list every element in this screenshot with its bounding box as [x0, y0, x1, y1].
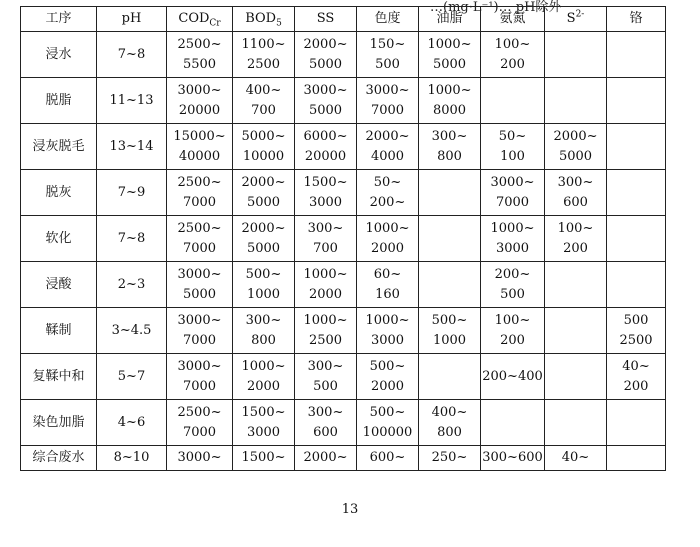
cell-line: 1500~ [241, 404, 286, 420]
cell-chromium [607, 262, 666, 308]
cell-oil [419, 216, 481, 262]
cell-line: 500~ [369, 404, 406, 420]
cell-sulfide [545, 308, 607, 354]
table-row [21, 216, 666, 262]
cell-line: 300~ [307, 358, 344, 374]
wastewater-table [20, 6, 666, 471]
cell-ammonia [481, 32, 545, 78]
table-row [21, 400, 666, 446]
cell-line: 300~ [245, 312, 282, 328]
cell-line: 700 [313, 240, 338, 256]
cell-line: 700 [251, 102, 276, 118]
cell-oil [419, 354, 481, 400]
cell-ph: 2~3 [97, 262, 167, 308]
cell-line: 7000 [182, 378, 217, 394]
cell-color [357, 32, 419, 78]
table-row [21, 124, 666, 170]
cell-ammonia [481, 170, 545, 216]
cell-ss [295, 32, 357, 78]
cell-sulfide [545, 170, 607, 216]
cell-line: 2000 [370, 240, 405, 256]
cell-line: 100~ [494, 312, 531, 328]
cell-ph: 11~13 [97, 78, 167, 124]
cell-line: 100 [500, 148, 525, 164]
cell-line: 50~ [498, 128, 527, 144]
cell-line: 4000 [370, 148, 405, 164]
cell-line: 2000~ [553, 128, 598, 144]
cell-bod [233, 308, 295, 354]
cell-bod [233, 78, 295, 124]
table-row [21, 354, 666, 400]
cell-color [357, 216, 419, 262]
cell-line: 8000 [432, 102, 467, 118]
cell-cod: 3000~ [167, 446, 233, 471]
cell-sulfide [545, 32, 607, 78]
cell-ammonia [481, 262, 545, 308]
cell-line: 100~ [557, 220, 594, 236]
cell-ph: 7~8 [97, 216, 167, 262]
cell-line: 400~ [431, 404, 468, 420]
cell-line: 600 [563, 194, 588, 210]
cell-line: 7000 [495, 194, 530, 210]
cell-bod [233, 354, 295, 400]
cell-process: 复鞣中和 [21, 354, 97, 400]
cell-ss [295, 308, 357, 354]
cell-process: 浸灰脱毛 [21, 124, 97, 170]
cell-chromium [607, 400, 666, 446]
table-row [21, 170, 666, 216]
cell-line: 1000~ [427, 82, 472, 98]
cell-oil [419, 400, 481, 446]
cell-ss: 2000~ [295, 446, 357, 471]
cell-line: 1000~ [241, 358, 286, 374]
cell-oil [419, 78, 481, 124]
cell-line: 600 [313, 424, 338, 440]
cell-line: 3000 [495, 240, 530, 256]
cell-line: 50~ [373, 174, 402, 190]
cell-ss [295, 124, 357, 170]
cell-line: 7000 [182, 240, 217, 256]
cell-line: 7000 [370, 102, 405, 118]
cell-line: 2000~ [241, 220, 286, 236]
cell-cod [167, 262, 233, 308]
cell-ss [295, 170, 357, 216]
cell-line: 5000 [308, 56, 343, 72]
cell-bod [233, 124, 295, 170]
cell-line: 2500 [308, 332, 343, 348]
cell-ph: 7~8 [97, 32, 167, 78]
cell-line: 3000 [370, 332, 405, 348]
cell-line: 2000 [246, 378, 281, 394]
cell-ph: 4~6 [97, 400, 167, 446]
cell-ph: 3~4.5 [97, 308, 167, 354]
cell-color [357, 170, 419, 216]
cell-line: 150~ [369, 36, 406, 52]
table-row-total [21, 446, 666, 471]
cell-sulfide [545, 262, 607, 308]
cell-line: 800 [437, 148, 462, 164]
header-chromium: 铬 [607, 7, 666, 32]
cell-line: 7000 [182, 332, 217, 348]
cell-line: 1000 [246, 286, 281, 302]
cell-line: 2000 [308, 286, 343, 302]
cell-process: 脱灰 [21, 170, 97, 216]
cell-bod [233, 400, 295, 446]
cell-ammonia [481, 354, 545, 400]
cell-ss [295, 78, 357, 124]
cell-oil [419, 170, 481, 216]
cell-chromium [607, 216, 666, 262]
cell-sulfide [545, 354, 607, 400]
cell-line: 2000~ [241, 174, 286, 190]
cell-oil [419, 262, 481, 308]
cell-process: 鞣制 [21, 308, 97, 354]
cell-line: 3000~ [303, 82, 348, 98]
header-ss: SS [295, 7, 357, 32]
cell-line: 300~ [307, 404, 344, 420]
cell-color [357, 262, 419, 308]
cell-line: 100000 [362, 424, 413, 440]
cell-line: 60~ [373, 266, 402, 282]
cell-bod [233, 262, 295, 308]
cell-line: 5000 [558, 148, 593, 164]
cell-line: 3000~ [177, 358, 222, 374]
cell-ammonia [481, 216, 545, 262]
cell-chromium [607, 446, 666, 471]
cell-chromium [607, 170, 666, 216]
cell-line: 400~ [245, 82, 282, 98]
cell-oil [419, 308, 481, 354]
cell-ammonia [481, 78, 545, 124]
cell-process: 软化 [21, 216, 97, 262]
cell-line: 1000~ [490, 220, 535, 236]
cell-line: 1000~ [303, 312, 348, 328]
cell-color: 600~ [357, 446, 419, 471]
cell-chromium [607, 308, 666, 354]
cell-color [357, 78, 419, 124]
cell-line: 20000 [304, 148, 347, 164]
cell-line: 5000 [246, 194, 281, 210]
cell-chromium [607, 78, 666, 124]
cell-line: 1000~ [365, 220, 410, 236]
cell-line: 5000~ [241, 128, 286, 144]
cell-line: 10000 [242, 148, 285, 164]
header-ammonia: 氨氮 [481, 7, 545, 32]
cell-line: 40~ [622, 358, 650, 374]
cell-line: 5000 [432, 56, 467, 72]
cell-line: 500 [375, 56, 400, 72]
cell-color [357, 400, 419, 446]
cell-line: 200 [500, 56, 525, 72]
cell-oil [419, 124, 481, 170]
table-row [21, 32, 666, 78]
cell-chromium [607, 32, 666, 78]
cell-ammonia [481, 400, 545, 446]
cell-line: 5500 [182, 56, 217, 72]
cell-line: 15000~ [173, 128, 226, 144]
cell-line: 1000 [432, 332, 467, 348]
cell-line: 200~ [369, 194, 406, 210]
cell-oil [419, 32, 481, 78]
cell-line: 800 [251, 332, 276, 348]
cell-process: 综合废水 [21, 446, 97, 471]
cell-line: 160 [375, 286, 400, 302]
cell-ph: 13~14 [97, 124, 167, 170]
cell-bod [233, 216, 295, 262]
header-sulfide: $S^{2-}$ [545, 7, 607, 32]
table-row [21, 78, 666, 124]
cell-line: 1000~ [427, 36, 472, 52]
cell-ammonia [481, 308, 545, 354]
cell-ph: 7~9 [97, 170, 167, 216]
cell-line: 3000~ [177, 82, 222, 98]
cell-process: 脱脂 [21, 78, 97, 124]
cell-line: 1500~ [303, 174, 348, 190]
cell-sulfide [545, 78, 607, 124]
cell-line: 500 [500, 286, 525, 302]
cell-process: 浸酸 [21, 262, 97, 308]
cell-line: 300~ [557, 174, 594, 190]
cell-ammonia [481, 124, 545, 170]
cell-line: 200~ [494, 266, 531, 282]
cell-color [357, 308, 419, 354]
cell-cod [167, 170, 233, 216]
cell-line: 2000 [370, 378, 405, 394]
cell-oil: 250~ [419, 446, 481, 471]
cell-line: 3000~ [365, 82, 410, 98]
cell-line: 3000~ [177, 312, 222, 328]
cell-bod [233, 32, 295, 78]
cell-line: 500~ [431, 312, 468, 328]
cell-line: 2000~ [365, 128, 410, 144]
cell-line: 300~ [307, 220, 344, 236]
cell-line: 2000~ [303, 36, 348, 52]
cell-sulfide: 40~ [545, 446, 607, 471]
cell-cod [167, 216, 233, 262]
cell-line: 2500 [619, 332, 653, 348]
header-process: 工序 [21, 7, 97, 32]
header-bod: $BOD_5$ [233, 7, 295, 32]
cell-line: 500 [313, 378, 338, 394]
cell-line: 3000 [308, 194, 343, 210]
cell-process: 染色加脂 [21, 400, 97, 446]
cell-bod: 1500~ [233, 446, 295, 471]
cell-line: 200 [563, 240, 588, 256]
cell-line: 200 [623, 378, 649, 394]
cell-line: 2500~ [177, 36, 222, 52]
cell-color [357, 124, 419, 170]
header-fragment: …(mg·L⁻¹)… pH除外 [430, 0, 562, 15]
cell-line: 40000 [178, 148, 221, 164]
header-color: 色度 [357, 7, 419, 32]
cell-ph: 5~7 [97, 354, 167, 400]
cell-bod [233, 170, 295, 216]
cell-line: 20000 [178, 102, 221, 118]
cell-ph: 8~10 [97, 446, 167, 471]
cell-line: 5000 [182, 286, 217, 302]
table-row [21, 262, 666, 308]
cell-cod [167, 78, 233, 124]
cell-line: 3000~ [490, 174, 535, 190]
cell-cod [167, 354, 233, 400]
cell-ss [295, 216, 357, 262]
table-header-row [21, 7, 666, 32]
cell-line: 2500~ [177, 220, 222, 236]
cell-line: 200 [500, 332, 525, 348]
cell-color [357, 354, 419, 400]
header-oil: 油脂 [419, 7, 481, 32]
cell-line: 1000~ [303, 266, 348, 282]
cell-ss [295, 400, 357, 446]
cell-line: 500~ [245, 266, 282, 282]
cell-ammonia: 300~600 [481, 446, 545, 471]
cell-line: 500 [623, 312, 649, 328]
page-number: 13 [341, 502, 359, 517]
cell-cod [167, 308, 233, 354]
cell-cod [167, 400, 233, 446]
cell-line: 2500~ [177, 174, 222, 190]
cell-line: 2500 [246, 56, 281, 72]
cell-line: 800 [437, 424, 462, 440]
cell-chromium [607, 354, 666, 400]
cell-line: 2500~ [177, 404, 222, 420]
cell-ss [295, 262, 357, 308]
cell-ss [295, 354, 357, 400]
cell-cod [167, 32, 233, 78]
cell-cod [167, 124, 233, 170]
cell-line: 3000~ [177, 266, 222, 282]
cell-line: 5000 [246, 240, 281, 256]
cell-line: 200~400 [482, 368, 543, 384]
cell-line: 1100~ [241, 36, 286, 52]
cell-sulfide [545, 216, 607, 262]
header-ph: pH [97, 7, 167, 32]
cell-chromium [607, 124, 666, 170]
cell-line: 3000 [246, 424, 281, 440]
cell-sulfide [545, 124, 607, 170]
cell-sulfide [545, 400, 607, 446]
cell-line: 100~ [494, 36, 531, 52]
cell-line: 5000 [308, 102, 343, 118]
cell-line: 1000~ [365, 312, 410, 328]
cell-line: 300~ [431, 128, 468, 144]
cell-line: 7000 [182, 194, 217, 210]
table-row [21, 308, 666, 354]
cell-process: 浸水 [21, 32, 97, 78]
cell-line: 7000 [182, 424, 217, 440]
header-cod: $COD_{Cr}$ [167, 7, 233, 32]
cell-line: 500~ [369, 358, 406, 374]
cell-line: 6000~ [303, 128, 348, 144]
